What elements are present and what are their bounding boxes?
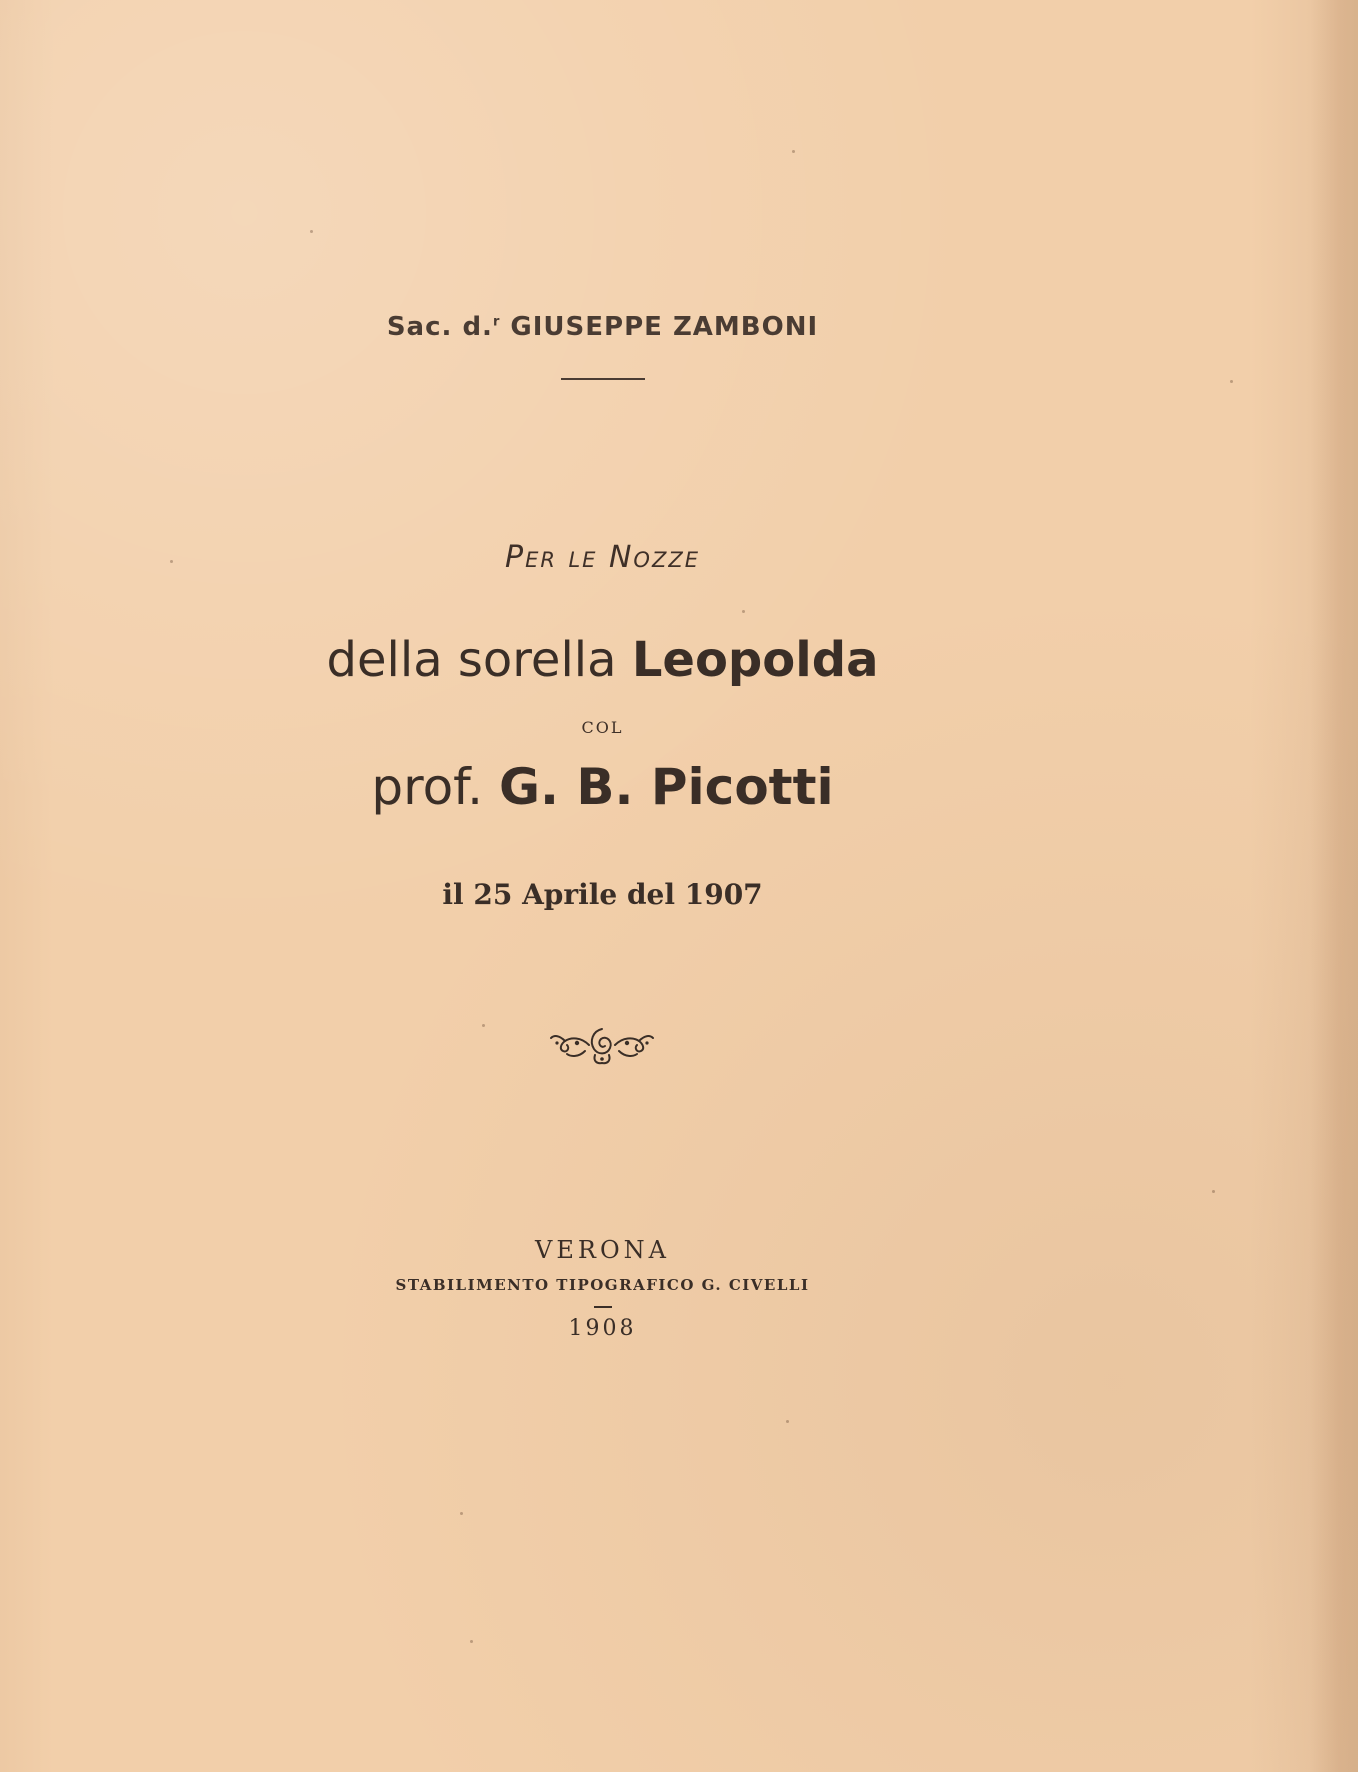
floral-fleuron-icon: [549, 1021, 655, 1065]
paper-speck: [1230, 380, 1233, 383]
paper-speck: [170, 560, 173, 563]
wedding-date: il 25 Aprile del 1907: [442, 878, 763, 911]
title-line-3-prefix: prof.: [371, 758, 484, 816]
imprint-divider: [594, 1306, 612, 1308]
groom-name: G. B. Picotti: [498, 758, 834, 816]
paper-speck: [742, 610, 745, 613]
author-prefix: Sac. d.: [386, 312, 493, 342]
imprint-city: VERONA: [535, 1236, 670, 1264]
author-line: [0, 312, 1205, 342]
title-line-2: [0, 632, 1205, 688]
imprint-printer: STABILIMENTO TIPOGRAFICO G. CIVELLI: [395, 1276, 810, 1294]
title-connector: COL: [581, 718, 624, 737]
author-divider: [561, 378, 645, 380]
author-prefix-superscript: r: [492, 314, 501, 330]
paper-speck: [1212, 1190, 1215, 1193]
author-name: GIUSEPPE ZAMBONI: [510, 312, 819, 342]
paper-speck: [482, 1024, 485, 1027]
bride-name: Leopolda: [631, 632, 879, 688]
paper-speck: [792, 150, 795, 153]
title-line-2-prefix: della sorella: [326, 632, 617, 688]
paper-speck: [310, 230, 313, 233]
paper-speck: [460, 1512, 463, 1515]
imprint-year: 1908: [568, 1316, 637, 1341]
title-line-3: [0, 758, 1205, 816]
title-line-1: Per le Nozze: [504, 540, 700, 575]
paper-speck: [786, 1420, 789, 1423]
paper-speck: [470, 1640, 473, 1643]
page-edge-shadow: [1310, 0, 1358, 1772]
